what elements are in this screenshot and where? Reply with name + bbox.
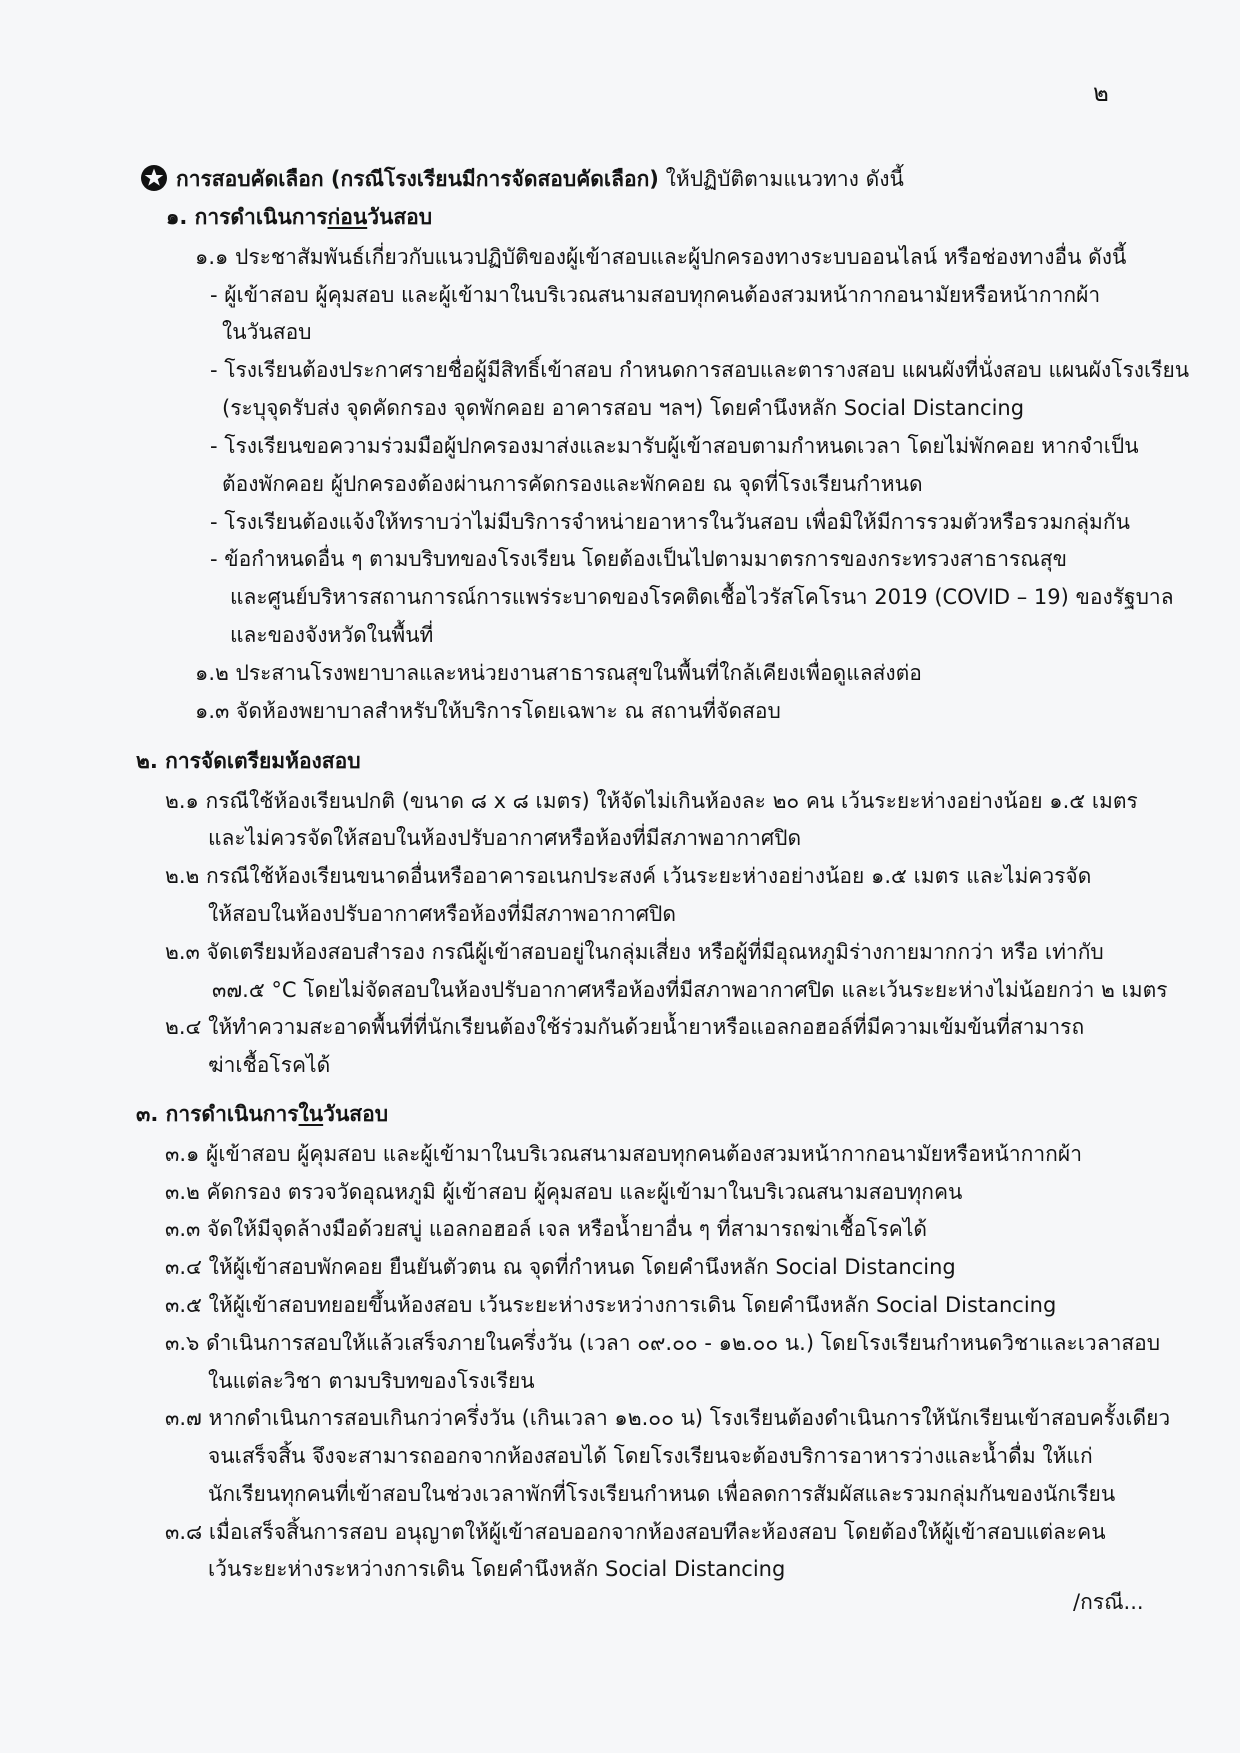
item-line: ๓.๒ คัดกรอง ตรวจวัดอุณหภูมิ ผู้เข้าสอบ ผู้คุมสอบ และผู้เข้ามาในบริเวณสนามสอบทุกคน — [165, 1180, 963, 1204]
page-number: ๒ — [1093, 79, 1109, 107]
section-3-heading — [136, 1099, 388, 1129]
bullet-line: ต้องพักคอย ผู้ปกครองต้องผ่านการคัดกรองและพักคอย ณ จุดที่โรงเรียนกำหนด — [222, 472, 923, 496]
item-line: ๓.๓ จัดให้มีจุดล้างมือด้วยสบู่ แอลกอฮอล์ เจล หรือน้ำยาอื่น ๆ ที่สามารถฆ่าเชื้อโรคได้ — [165, 1217, 928, 1241]
section-1-heading-pre: ๑. การดำเนินการ — [166, 205, 328, 229]
section-1-heading-post: วันสอบ — [367, 205, 433, 229]
item-line: ให้สอบในห้องปรับอากาศหรือห้องที่มีสภาพอากาศปิด — [208, 902, 676, 926]
bullet-line: และศูนย์บริหารสถานการณ์การแพร่ระบาดของโรคติดเชื้อไวรัสโคโรนา 2019 (COVID – 19) ของรัฐบาล — [230, 585, 1174, 609]
section-3-heading-underlined: ใน — [298, 1102, 324, 1126]
item-line: จนเสร็จสิ้น จึงจะสามารถออกจากห้องสอบได้ โดยโรงเรียนจะต้องบริการอาหารว่างและน้ำดื่ม ให้แก่ — [208, 1444, 1093, 1468]
bullet-line: และของจังหวัดในพื้นที่ — [230, 623, 434, 647]
item-1-2: ๑.๒ ประสานโรงพยาบาลและหน่วยงานสาธารณสุขในพื้นที่ใกล้เคียงเพื่อดูแลส่งต่อ — [195, 661, 922, 685]
section-2-heading: ๒. การจัดเตรียมห้องสอบ — [136, 749, 361, 773]
section-3-heading-pre: ๓. การดำเนินการ — [136, 1102, 299, 1126]
item-line: ๒.๔ ให้ทำความสะอาดพื้นที่ที่นักเรียนต้องใช้ร่วมกันด้วยน้ำยาหรือแอลกอฮอล์ที่มีความเข้มข้นที่สามารถ — [165, 1015, 1085, 1039]
item-line: ๒.๒ กรณีใช้ห้องเรียนขนาดอื่นหรืออาคารอเนกประสงค์ เว้นระยะห่างอย่างน้อย ๑.๕ เมตร และไม่ควรจัด — [165, 864, 1092, 888]
star-in-circle-icon — [140, 164, 168, 192]
bullet-line: - ข้อกำหนดอื่น ๆ ตามบริบทของโรงเรียน โดยต้องเป็นไปตามมาตรการของกระทรวงสาธารณสุข — [210, 547, 1067, 571]
section-header-rest: ให้ปฏิบัติตามแนวทาง ดังนี้ — [658, 167, 904, 191]
item-line: ๓.๔ ให้ผู้เข้าสอบพักคอย ยืนยันตัวตน ณ จุดที่กำหนด โดยคำนึงหลัก Social Distancing — [165, 1255, 956, 1279]
bullet-line: - โรงเรียนต้องแจ้งให้ทราบว่าไม่มีบริการจำหน่ายอาหารในวันสอบ เพื่อมิให้มีการรวมตัวหรือรวมกลุ่มกัน — [210, 510, 1130, 534]
section-3-heading-post: วันสอบ — [323, 1102, 389, 1126]
item-line: ๓๗.๕ °C โดยไม่จัดสอบในห้องปรับอากาศหรือห้องที่มีสภาพอากาศปิด และเว้นระยะห่างไม่น้อยกว่า ๒ เมตร — [212, 978, 1168, 1002]
bullet-line: - โรงเรียนต้องประกาศรายชื่อผู้มีสิทธิ์เข้าสอบ กำหนดการสอบและตารางสอบ แผนผังที่นั่งสอบ แผนผังโรงเรียน — [210, 358, 1190, 382]
bullet-line: (ระบุจุดรับส่ง จุดคัดกรอง จุดพักคอย อาคารสอบ ฯลฯ) โดยคำนึงหลัก Social Distancing — [222, 396, 1025, 420]
item-line: ในแต่ละวิชา ตามบริบทของโรงเรียน — [208, 1369, 535, 1393]
item-line: ๓.๑ ผู้เข้าสอบ ผู้คุมสอบ และผู้เข้ามาในบริเวณสนามสอบทุกคนต้องสวมหน้ากากอนามัยหรือหน้ากากผ้า — [165, 1142, 1082, 1166]
bullet-line: - ผู้เข้าสอบ ผู้คุมสอบ และผู้เข้ามาในบริเวณสนามสอบทุกคนต้องสวมหน้ากากอนามัยหรือหน้ากากผ้า — [210, 283, 1101, 307]
bullet-line: ในวันสอบ — [222, 320, 312, 344]
item-line: ๓.๗ หากดำเนินการสอบเกินกว่าครึ่งวัน (เกินเวลา ๑๒.๐๐ น) โรงเรียนต้องดำเนินการให้นักเรียนเข้าสอบครั้งเดียว — [165, 1406, 1171, 1430]
continuation-mark: /กรณี... — [1073, 1590, 1144, 1614]
section-1-heading — [166, 202, 432, 232]
item-line: ๓.๘ เมื่อเสร็จสิ้นการสอบ อนุญาตให้ผู้เข้าสอบออกจากห้องสอบทีละห้องสอบ โดยต้องให้ผู้เข้าสอบแต่ละคน — [165, 1520, 1106, 1544]
section-header — [176, 164, 904, 194]
item-line: นักเรียนทุกคนที่เข้าสอบในช่วงเวลาพักที่โรงเรียนกำหนด เพื่อลดการสัมผัสและรวมกลุ่มกันของนักเรียน — [208, 1482, 1116, 1506]
item-line: ๓.๖ ดำเนินการสอบให้แล้วเสร็จภายในครึ่งวัน (เวลา ๐๙.๐๐ - ๑๒.๐๐ น.) โดยโรงเรียนกำหนดวิชาและเวลาสอบ — [165, 1331, 1161, 1355]
item-line: ๒.๑ กรณีใช้ห้องเรียนปกติ (ขนาด ๘ x ๘ เมตร) ให้จัดไม่เกินห้องละ ๒๐ คน เว้นระยะห่างอย่างน้อย ๑.๕ เมตร — [165, 789, 1138, 813]
item-line: และไม่ควรจัดให้สอบในห้องปรับอากาศหรือห้องที่มีสภาพอากาศปิด — [208, 826, 802, 850]
bullet-line: - โรงเรียนขอความร่วมมือผู้ปกครองมาส่งและมารับผู้เข้าสอบตามกำหนดเวลา โดยไม่พักคอย หากจำเป็น — [210, 434, 1139, 458]
item-line: ฆ่าเชื้อโรคได้ — [208, 1053, 331, 1077]
item-line: ๓.๕ ให้ผู้เข้าสอบทยอยขึ้นห้องสอบ เว้นระยะห่างระหว่างการเดิน โดยคำนึงหลัก Social Distancing — [165, 1293, 1057, 1317]
item-line: เว้นระยะห่างระหว่างการเดิน โดยคำนึงหลัก Social Distancing — [208, 1557, 786, 1581]
section-header-title: การสอบคัดเลือก (กรณีโรงเรียนมีการจัดสอบคัดเลือก) — [176, 167, 659, 191]
item-1-3: ๑.๓ จัดห้องพยาบาลสำหรับให้บริการโดยเฉพาะ ณ สถานที่จัดสอบ — [195, 699, 781, 723]
section-1-heading-underlined: ก่อน — [327, 205, 368, 229]
item-1-1: ๑.๑ ประชาสัมพันธ์เกี่ยวกับแนวปฏิบัติของผู้เข้าสอบและผู้ปกครองทางระบบออนไลน์ หรือช่องทางอื่น ดังนี้ — [195, 245, 1127, 269]
item-line: ๒.๓ จัดเตรียมห้องสอบสำรอง กรณีผู้เข้าสอบอยู่ในกลุ่มเสี่ยง หรือผู้ที่มีอุณหภูมิร่างกายมากกว่า หรือ เท่ากับ — [165, 940, 1104, 964]
